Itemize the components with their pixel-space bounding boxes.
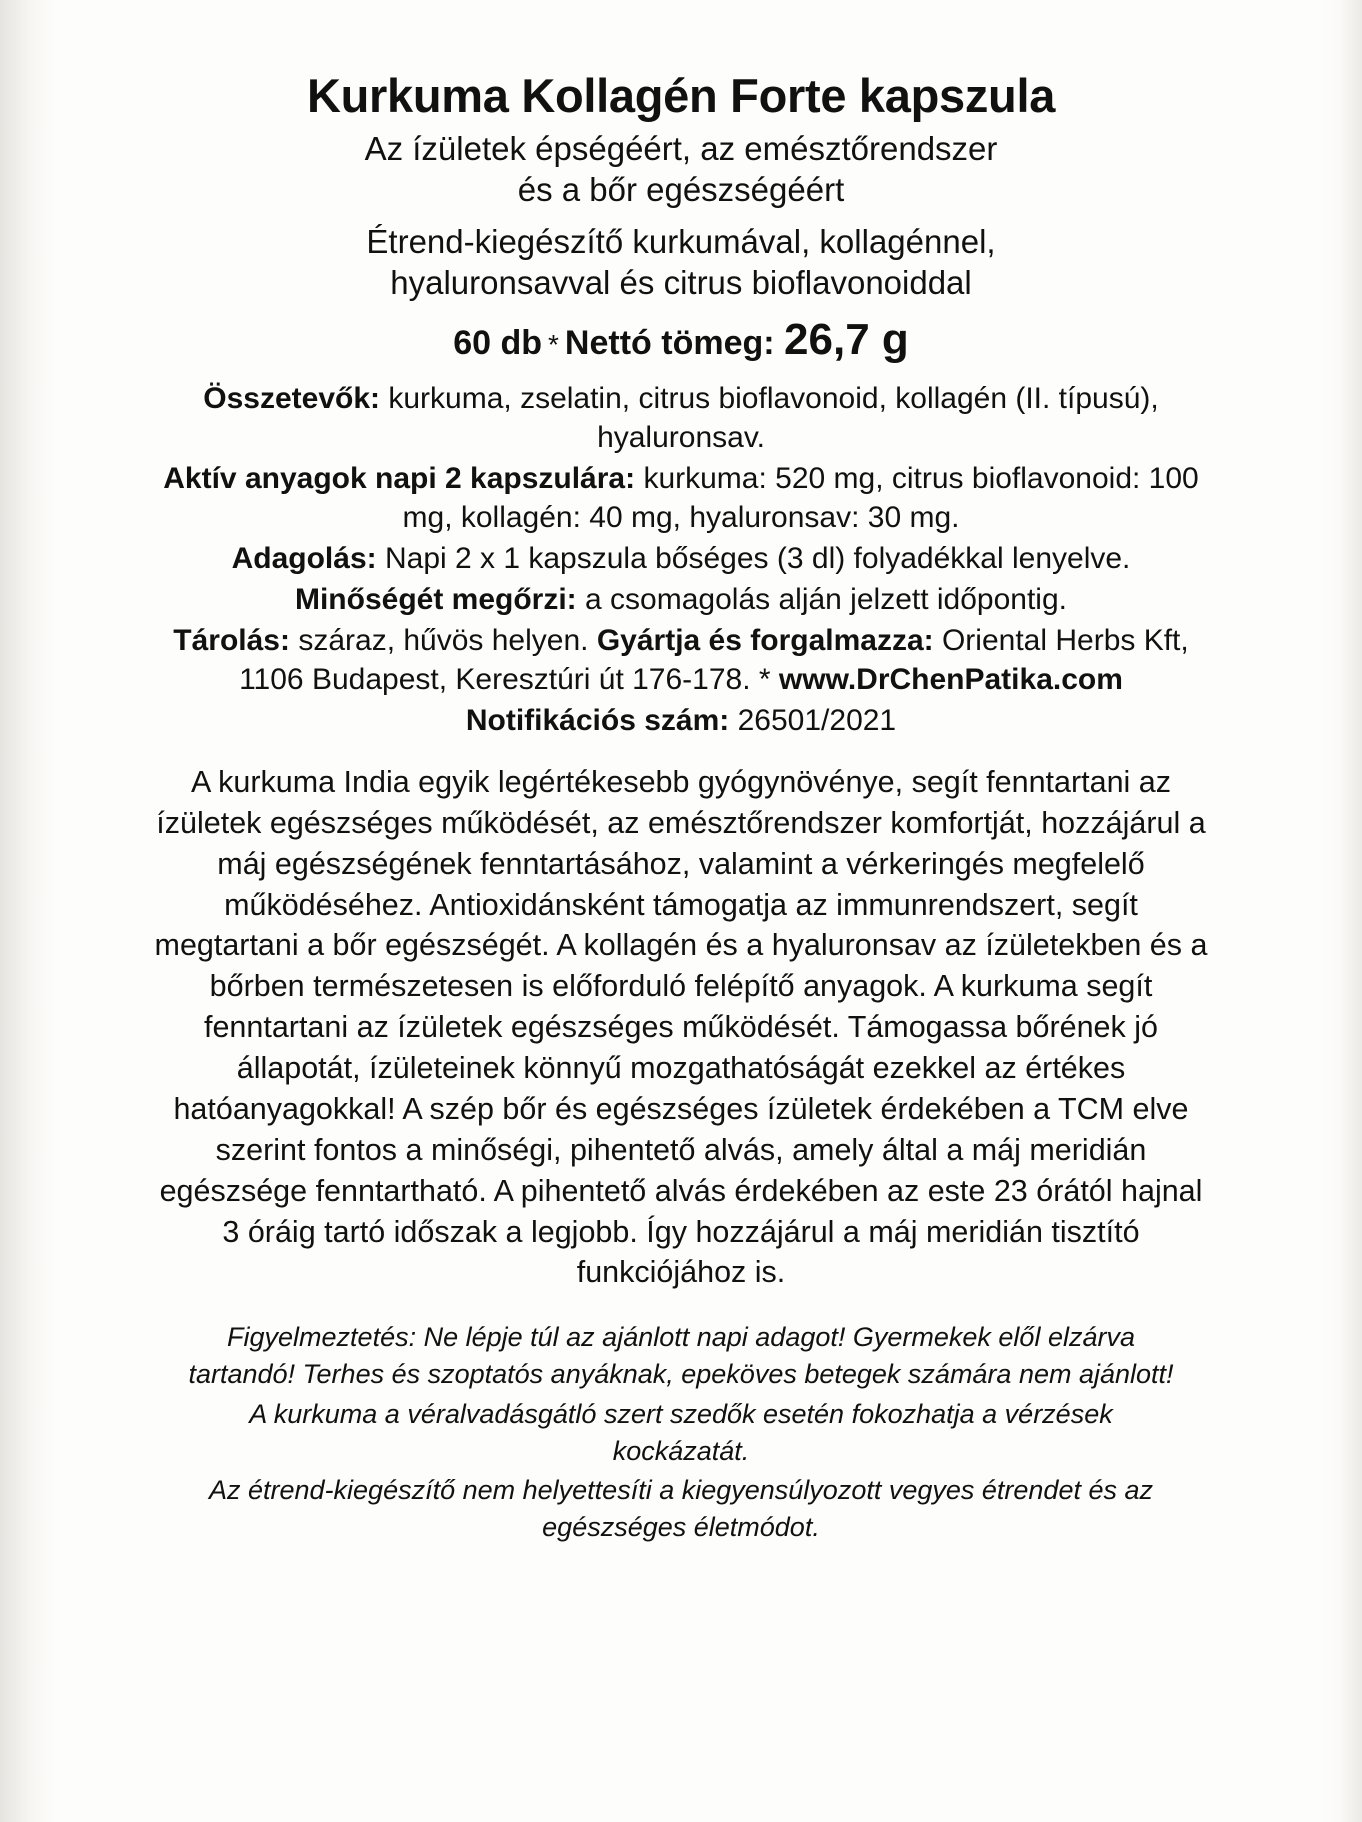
net-weight-value: 26,7 g (784, 315, 909, 365)
product-description: A kurkuma India egyik legértékesebb gyógynövénye, segít fenntartani az ízületek egészséges működését, az emésztőrendszer komfortját, hozzájárul a máj egészségének fenntartásához, valamint a vérkeringés megfelelő működéséhez. Antioxidánsként támogatja az immunrendszert, segít megtartani a bőr egészségét. A kollagén és a hyaluronsav az ízületekben és a bőrben természetesen is előforduló felépítő anyagok. A kurkuma segít fenntartani az ízületek egészséges működését. Támogassa bőrének jó állapotát, ízületeinek könnyű mozgathatóságát ezekkel az értékes hatóanyagokkal! A szép bőr és egészséges ízületek érdekében a TCM elve szerint fontos a minőségi, pihentető alvás, amely által a máj meridián egészsége fenntartható. A pihentető alvás érdekében az este 23 órától hajnal 3 óráig tartó időszak a legjobb. Így hozzájárul a máj meridián tisztító funkciójához is. (154, 765, 1208, 1290)
actives-value: kurkuma: 520 mg, citrus bioflavonoid: 100 mg, kollagén: 40 mg, hyaluronsav: 30 mg. (402, 462, 1199, 535)
ingredients-label: Összetevők: (203, 382, 381, 416)
manufacturer-label: Gyártja és forgalmazza: (596, 624, 934, 658)
best-before-row (151, 580, 1211, 619)
warning-line-2: A kurkuma a véralvadásgátló szert szedők esetén fokozhatja a vérzések kockázatát. (249, 1398, 1113, 1466)
ingredients-value: kurkuma, zselatin, citrus bioflavonoid, kollagén (II. típusú), hyaluronsav. (388, 382, 1159, 455)
notification-row (151, 701, 1211, 740)
product-descriptor-line-1: Étrend-kiegészítő kurkumával, kollagénnel, (366, 223, 996, 261)
dosage-label: Adagolás: (231, 542, 377, 576)
dosage-value: Napi 2 x 1 kapszula bőséges (3 dl) folyadékkal lenyelve. (384, 542, 1131, 576)
quantity-and-weight (131, 314, 1231, 367)
product-title: Kurkuma Kollagén Forte kapszula (306, 69, 1056, 122)
warning-line-3: Az étrend-kiegészítő nem helyettesíti a kiegyensúlyozott vegyes étrendet és az egészséges életmódot. (208, 1475, 1153, 1543)
product-subtitle-line-2: és a bőr egészségéért (517, 170, 845, 208)
best-before-value: a csomagolás alján jelzett időpontig. (585, 583, 1067, 617)
storage-value: száraz, hűvös helyen. (298, 624, 589, 658)
product-descriptor (251, 222, 1111, 304)
actives-row (151, 459, 1211, 537)
label-content (131, 70, 1231, 1547)
product-facts (151, 379, 1211, 740)
ingredients-row (151, 379, 1211, 457)
website-link[interactable]: www.DrChenPatika.com (778, 663, 1123, 697)
product-subtitle-line-1: Az ízületek épségéért, az emésztőrendszer (364, 129, 998, 167)
actives-label: Aktív anyagok napi 2 kapszulára: (163, 462, 636, 496)
net-weight-label: Nettó tömeg: (564, 324, 775, 363)
capsule-count: 60 db (453, 324, 543, 363)
warnings-block (181, 1319, 1181, 1547)
warning-line-1: Figyelmeztetés: Ne lépje túl az ajánlott napi adagot! Gyermekek elől elzárva tartandó! Terhes és szoptatós anyáknak, epeköves betegek számára nem ajánlott! (188, 1322, 1174, 1390)
storage-manufacturer-row (151, 621, 1211, 699)
product-descriptor-line-2: hyaluronsavval és citrus bioflavonoiddal (390, 264, 972, 302)
asterisk-separator: * (548, 329, 559, 361)
notification-value: 26501/2021 (737, 704, 897, 738)
storage-label: Tárolás: (173, 624, 290, 658)
manufacturer-asterisk: * (758, 663, 771, 697)
best-before-label: Minőségét megőrzi: (294, 583, 577, 617)
dosage-row (151, 539, 1211, 578)
product-subtitle (261, 129, 1101, 211)
notification-label: Notifikációs szám: (465, 704, 730, 738)
manufacturer-value: Oriental Herbs Kft, 1106 Budapest, Keresztúri út 176-178. (239, 624, 1189, 697)
